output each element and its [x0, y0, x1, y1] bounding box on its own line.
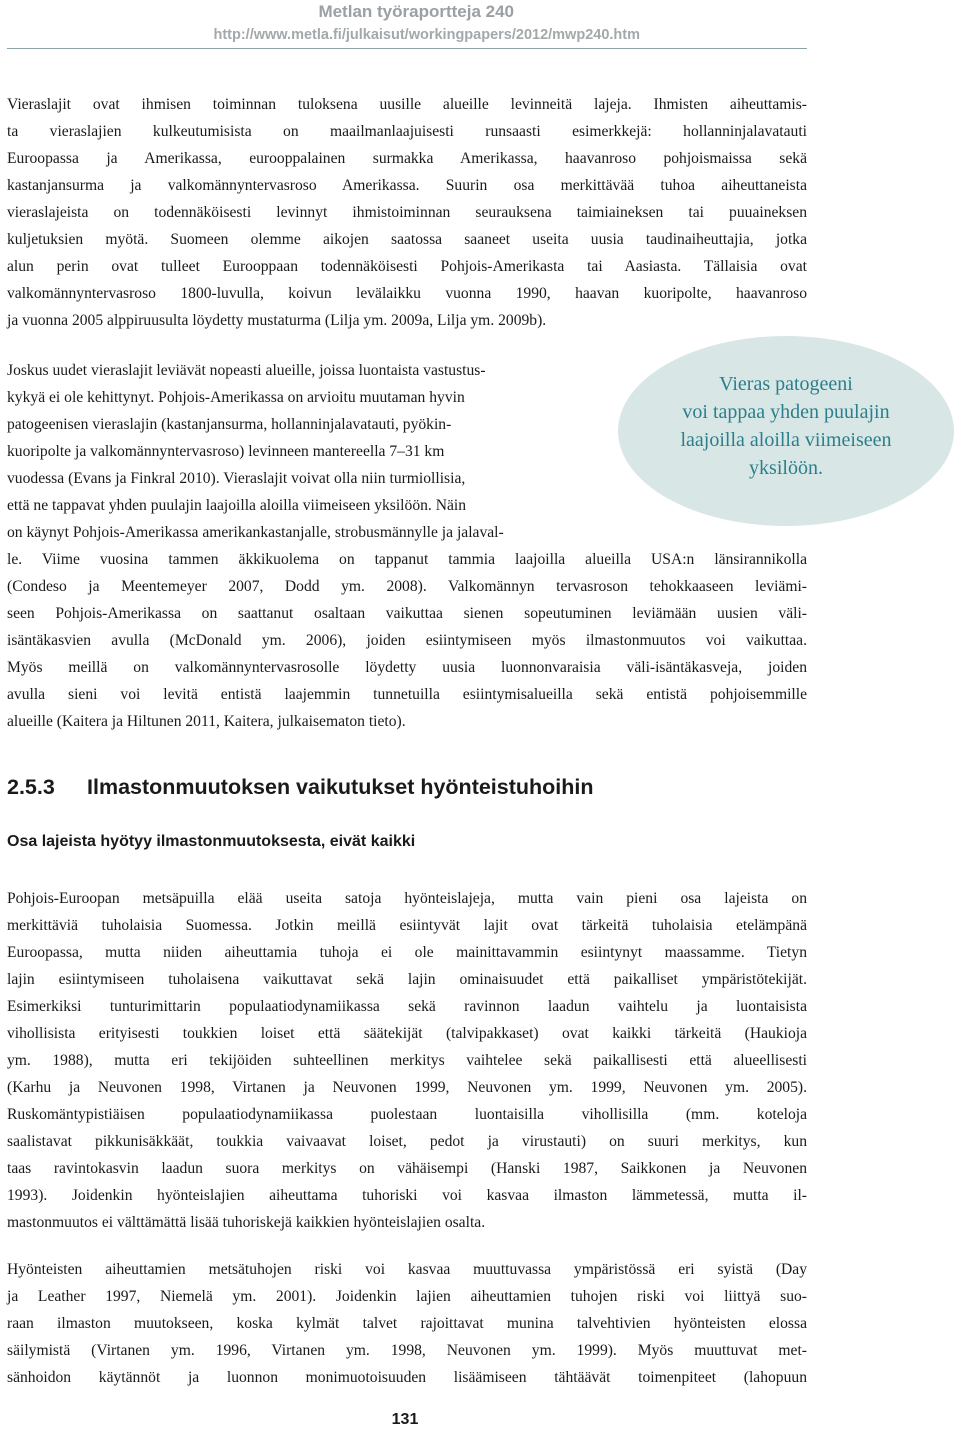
text-line: on käynyt Pohjois-Amerikassa amerikankastanjalle, strobusmännylle ja jalaval- — [7, 524, 504, 541]
text-line: Esimerkiksi tunturimittarin populaatiodynamiikassa sekä ravinnon laadun vaihtelu ja luontaisista — [7, 998, 807, 1015]
text-line: patogeenisen vieraslajin (kastanjansurma, hollanninjalavatauti, pyökin- — [7, 416, 452, 433]
text-line: kuoripolte ja valkomännyntervasroso) levinneen mantereella 7–31 km — [7, 443, 445, 460]
text-line: raan ilmaston muutokseen, koska kylmät talvet rajoittavat munina talvehtivien hyönteisten elossa — [7, 1315, 807, 1332]
text-line: seen Pohjois-Amerikassa on saattanut osaltaan vaikuttaa sienen sopeutuminen leviämään uusien väli- — [7, 605, 807, 622]
paragraph-4 — [7, 1256, 807, 1391]
text-line: (Karhu ja Neuvonen 1998, Virtanen ja Neuvonen 1999, Neuvonen ym. 1999, Neuvonen ym. 2005). — [7, 1079, 807, 1096]
header-rule — [7, 48, 807, 49]
text-line: sänhoidon käytännöt ja luonnon monimuotoisuuden lisäämiseen tähtäävät toimenpiteet (lahopuun — [7, 1369, 807, 1386]
text-line: Hyönteisten aiheuttamien metsätuhojen riski voi kasvaa muuttuvassa ympäristössä eri syistä (Day — [7, 1261, 807, 1278]
text-line: ja Leather 1997, Niemelä ym. 2001). Joidenkin lajien aiheuttamien tuhojen riski voi liittyä suo- — [7, 1288, 807, 1305]
text-line: säilymistä (Virtanen ym. 1996, Virtanen ym. 1998, Neuvonen ym. 1999). Myös muuttuvat met- — [7, 1342, 807, 1359]
text-line: että ne tappavat yhden puulajin laajoilla aloilla viimeiseen yksilöön. Näin — [7, 497, 467, 514]
text-line: kuljetuksien myötä. Suomeen olemme aikojen saatossa saaneet useita uusia taudinaiheuttajia, jotka — [7, 231, 807, 248]
text-line: avulla sieni voi levitä entistä laajemmin tunnetuilla esiintymisalueilla sekä entistä pohjoisemmille — [7, 686, 807, 703]
text-line: merkittäviä tuholaisia Suomessa. Jotkin meillä esiintyvät lajit ovat tärkeitä tuholaisia etelämpänä — [7, 917, 807, 934]
text-line: Vieraslajit ovat ihmisen toiminnan tuloksena uusille alueille levinneitä lajeja. Ihmisten aiheuttamis- — [7, 96, 807, 113]
section-title: Ilmastonmuutoksen vaikutukset hyönteistuhoihin — [87, 775, 594, 799]
paragraph-2 — [7, 357, 807, 735]
text-line: vihollisista erityisesti toukkien loiset että säätekijät (talvipakkaset) ovat kaikki tärkeitä (Haukioja — [7, 1025, 807, 1042]
text-line: alueille (Kaitera ja Hiltunen 2011, Kaitera, julkaisematon tieto). — [7, 713, 406, 730]
text-line: Joskus uudet vieraslajit leviävät nopeasti alueille, joissa luontaista vastustus- — [7, 362, 486, 379]
text-line: isäntäkasvien avulla (McDonald ym. 2006), joiden esiintymiseen myös ilmastonmuutos voi vaikuttaa. — [7, 632, 807, 649]
page-number: 131 — [391, 1411, 419, 1428]
text-line: kastanjansurma ja valkomännyntervasroso Amerikassa. Suurin osa merkittävää tuhoa aiheuttaneista — [7, 177, 807, 194]
text-line: Euroopassa ja Amerikassa, eurooppalainen surmakka Amerikassa, haavanroso pohjoismaissa sekä — [7, 150, 807, 167]
text-line: (Condeso ja Meentemeyer 2007, Dodd ym. 2008). Valkomännyn tervasroson tehokkaaseen leviämi- — [7, 578, 807, 595]
text-line: vuodessa (Evans ja Finkral 2010). Vieraslajit voivat olla niin turmiollisia, — [7, 470, 466, 487]
paragraph-1 — [7, 91, 807, 334]
page-header — [0, 0, 960, 50]
pullquote-line: yksilöön. — [749, 457, 823, 479]
pullquote-line: voi tappaa yhden puulajin — [682, 401, 890, 423]
section-heading — [7, 775, 594, 800]
subsection-heading: Osa lajeista hyötyy ilmastonmuutoksesta, eivät kaikki — [7, 833, 416, 850]
text-line: kykyä ei ole kehittynyt. Pohjois-Amerikassa on arvioitu muutaman hyvin — [7, 389, 465, 406]
series-url[interactable]: http://www.metla.fi/julkaisut/workingpapers/2012/mwp240.htm — [213, 27, 640, 43]
text-line: valkomännyntervasroso 1800-luvulla, koivun levälaikku vuonna 1990, haavan kuoripolte, haavanroso — [7, 285, 807, 302]
paragraph-3 — [7, 885, 807, 1236]
text-line: le. Viime vuosina tammen äkkikuolema on tappanut tammia laajoilla alueilla USA:n länsirannikolla — [7, 551, 807, 568]
text-line: ja vuonna 2005 alppiruusulta löydetty mustaturma (Lilja ym. 2009a, Lilja ym. 2009b). — [7, 312, 547, 329]
text-line: ta vieraslajien kulkeutumisista on maailmanlaajuisesti runsaasti esimerkkejä: hollanninjalavatauti — [7, 123, 807, 140]
text-line: Myös meillä on valkomännyntervasrosolle löydetty uusia luonnonvaraisia väli-isäntäkasveja, joiden — [7, 659, 807, 676]
text-line: saalistavat pikkunisäkkäät, toukkia vaivaavat loiset, pedot ja virustauti) on suuri merkitys, kun — [7, 1133, 807, 1150]
text-line: Euroopassa, mutta niiden aiheuttamia tuhoja ei ole mainittavammin esiintynyt maassamme. Tietyn — [7, 944, 807, 961]
text-line: Pohjois-Euroopan metsäpuilla elää useita satoja hyönteislajeja, mutta vain pieni osa lajeista on — [7, 890, 807, 907]
pullquote-line: Vieras patogeeni — [719, 373, 853, 395]
section-number: 2.5.3 — [7, 775, 55, 799]
text-line: 1993). Joidenkin hyönteislajien aiheuttama tuhoriski voi kasvaa ilmaston lämmetessä, mutta il- — [7, 1187, 807, 1204]
text-line: Ruskomäntypistiäisen populaatiodynamiikassa puolestaan luontaisilla vihollisilla (mm. koteloja — [7, 1106, 807, 1123]
pullquote-line: laajoilla aloilla viimeiseen — [680, 429, 892, 451]
text-line: ym. 1988), mutta eri tekijöiden suhteellinen merkitys vaihtelee sekä paikallisesti että alueellisesti — [7, 1052, 807, 1069]
text-line: mastonmuutos ei välttämättä lisää tuhoriskejä kaikkien hyönteislajien osalta. — [7, 1214, 486, 1231]
text-line: alun perin ovat tulleet Eurooppaan todennäköisesti Pohjois-Amerikasta tai Aasiasta. Tällaisia ovat — [7, 258, 807, 275]
text-line: vieraslajeista on todennäköisesti levinnyt ihmistoiminnan seurauksena taimiaineksen tai puuaineksen — [7, 204, 807, 221]
series-title: Metlan työraportteja 240 — [318, 2, 514, 21]
text-line: taas ravintokasvin laadun suora merkitys on vähäisempi (Hanski 1987, Saikkonen ja Neuvonen — [7, 1160, 807, 1177]
text-line: lajin esiintymiseen tuholaisena vaikuttavat sekä lajin ominaisuudet että paikalliset ympäristötekijät. — [7, 971, 807, 988]
